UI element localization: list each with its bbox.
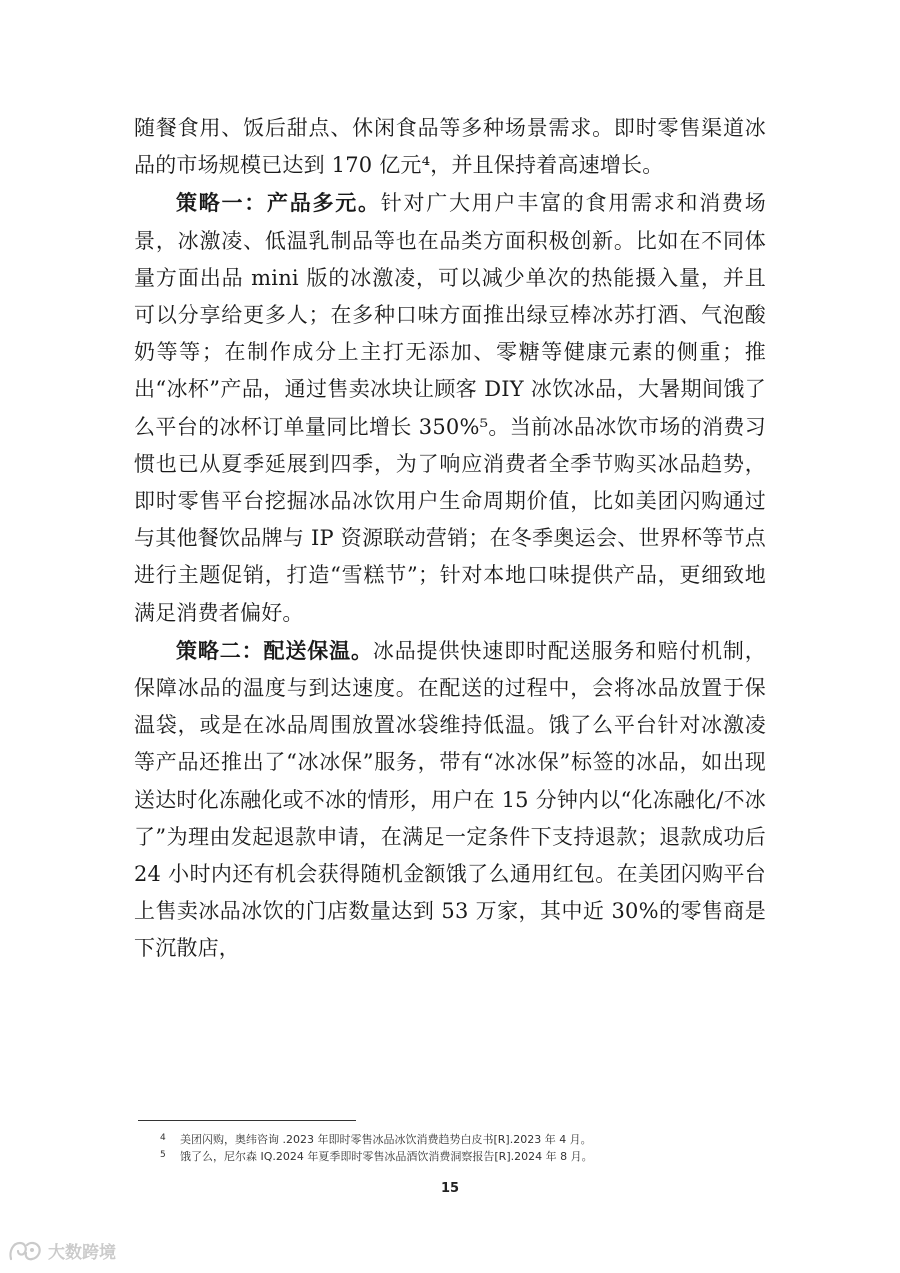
- body-text: [134, 110, 766, 968]
- footnote-text: 饿了么，尼尔森 IQ.2024 年夏季即时零售冰品酒饮消费洞察报告[R].2024 年 8 月。: [180, 1150, 593, 1163]
- strategy-1-body: 针对广大用户丰富的食用需求和消费场景，冰激凌、低温乳制品等也在品类方面积极创新。比如在不同体量方面出品 mini 版的冰激凌，可以减少单次的热能摄入量，并且可以分享给更多人；在多种口味方面推出绿豆棒冰苏打酒、气泡酸奶等等；在制作成分上主打无添加、零糖等健康元素的侧重；推出“冰杯”产品，通过售卖冰块让顾客 DIY 冰饮冰品，大暑期间饿了么平台的冰杯订单量同比增长 350%⁵。当前冰品冰饮市场的消费习惯也已从夏季延展到四季，为了响应消费者全季节购买冰品趋势，即时零售平台挖掘冰品冰饮用户生命周期价值，比如美团闪购通过与其他餐饮品牌与 IP 资源联动营销；在冬季奥运会、世界杯等节点进行主题促销，打造“雪糕节”；针对本地口味提供产品，更细致地满足消费者偏好。: [134, 191, 766, 625]
- footnote-number: 5: [160, 1150, 166, 1160]
- paragraph-1: 随餐食用、饭后甜点、休闲食品等多种场景需求。即时零售渠道冰品的市场规模已达到 170 亿元⁴，并且保持着高速增长。: [134, 116, 766, 178]
- footnote-text: 美团闪购，奥纬咨询 .2023 年即时零售冰品冰饮消费趋势白皮书[R].2023 年 4 月。: [180, 1133, 592, 1146]
- footnote-item: [160, 1148, 760, 1165]
- footnote-item: [160, 1131, 760, 1148]
- paragraph-strategy-2: [134, 632, 766, 968]
- strategy-1-title: 策略一：产品多元。: [176, 190, 381, 216]
- footnote-divider: [138, 1120, 356, 1121]
- footnotes: [160, 1131, 760, 1165]
- watermark-text: 大数跨境: [48, 1243, 116, 1263]
- paragraph-strategy-1: [134, 184, 766, 631]
- strategy-2-title: 策略二：配送保温。: [176, 637, 373, 663]
- watermark: [8, 1238, 116, 1263]
- page-number: 15: [440, 1181, 460, 1196]
- strategy-2-body: 冰品提供快速即时配送服务和赔付机制，保障冰品的温度与到达速度。在配送的过程中，会将冰品放置于保温袋，或是在冰品周围放置冰袋维持低温。饿了么平台针对冰激凌等产品还推出了“冰冰保”服务，带有“冰冰保”标签的冰品，如出现送达时化冻融化或不冰的情形，用户在 15 分钟内以“化冻融化/不冰了”为理由发起退款申请，在满足一定条件下支持退款；退款成功后 24 小时内还有机会获得随机金额饿了么通用红包。在美团闪购平台上售卖冰品冰饮的门店数量达到 53 万家，其中近 30%的零售商是下沉散店，: [134, 638, 766, 961]
- footnote-number: 4: [160, 1133, 166, 1143]
- watermark-logo-icon: [8, 1239, 42, 1263]
